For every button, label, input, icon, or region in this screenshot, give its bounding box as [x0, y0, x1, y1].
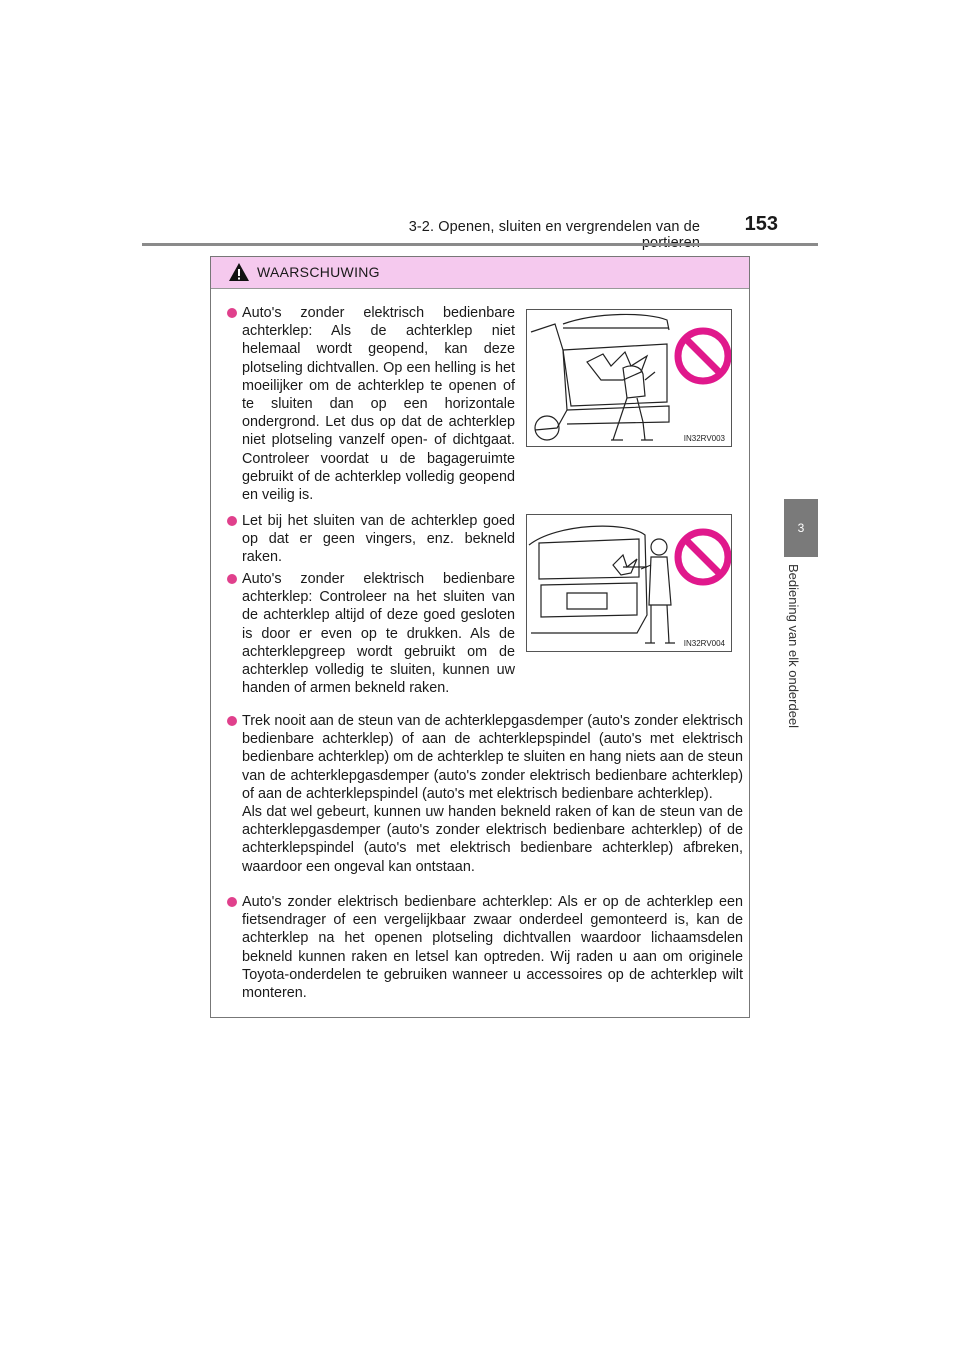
header-divider [142, 243, 818, 246]
warning-item [242, 893, 743, 1002]
warning-item [242, 304, 515, 504]
bullet-icon [227, 897, 237, 907]
warning-item-text: Auto's zonder elektrisch bedienbare achterklep: Als er op de achterklep een fietsendrager of een vergelijkbaar zwaar onderdeel gemonteerd is, kan de achterklep na het openen plotseling dichtvallen waardoor lichaamsdelen bekneld kunnen raken en letsel kan optreden. Wij raden u aan om originele Toyota-onderdelen te gebruiken wanneer u accessoires op de achterklep wilt monteren. [242, 894, 743, 1002]
figure-tailgate-falling [526, 309, 732, 447]
warning-triangle-icon [228, 262, 250, 282]
chapter-tab-label: Bediening van elk onderdeel [786, 564, 801, 729]
warning-title: WAARSCHUWING [257, 264, 380, 280]
warning-item [242, 512, 515, 567]
bullet-icon [227, 516, 237, 526]
prohibition-icon [527, 515, 731, 651]
page-number: 153 [744, 213, 778, 235]
bullet-icon [227, 574, 237, 584]
chapter-tab-number: 3 [797, 521, 805, 535]
warning-item-text: Trek nooit aan de steun van de achterklepgasdemper (auto's zonder elektrisch bedienbare achterklep) of aan de achterklepspindel (auto's met elektrisch bedienbare achterklep) om de achterklep te sluiten en hang niets aan de steun van de achterklepgasdemper (auto's zonder elektrisch bedienbare achterklep) of aan de achterklepspindel (auto's met elektrisch bedienbare achterklep). [242, 713, 743, 802]
warning-item-text: Auto's zonder elektrisch bedienbare achterklep: Controleer na het sluiten van de achterklep altijd of deze goed gesloten is door er even op te drukken. Als de achterklepgreep wordt gebruikt om de achterklep volledig te sluiten, kunnen uw handen of armen bekneld raken. [242, 571, 515, 697]
figure-tailgate-closing [526, 514, 732, 652]
warning-item [242, 712, 743, 876]
chapter-section-title: 3-2. Openen, sluiten en vergrendelen van de [408, 219, 700, 235]
figure-code: IN32RV003 [683, 434, 725, 443]
warning-item [242, 570, 515, 697]
warning-header [211, 257, 749, 289]
warning-item-text-continued: Als dat wel gebeurt, kunnen uw handen bekneld raken of kan de steun van de achterklepgasdemper (auto's zonder elektrisch bedienbare achterklep) of de achterklepspindel (auto's met elektrisch bedienbare achterklep) afbreken, waardoor een ongeval kan ontstaan. [242, 804, 743, 875]
chapter-tab[interactable] [784, 499, 818, 557]
bullet-icon [227, 308, 237, 318]
prohibition-icon [527, 310, 731, 446]
warning-item-text: Auto's zonder elektrisch bedienbare achterklep: Als de achterklep niet helemaal wordt geopend, kan deze plotseling dichtvallen. Op een helling is het moeilijker om de achterklep te openen of te sluiten dan op een horizontale ondergrond. Let dus op dat de achterklep niet plotseling vanzelf open- of dichtgaat. Controleer voordat u de bagageruimte gebruikt of de achterklep volledig geopend en veilig is. [242, 305, 515, 504]
bullet-icon [227, 716, 237, 726]
figure-code: IN32RV004 [683, 639, 725, 648]
warning-item-text: Let bij het sluiten van de achterklep goed op dat er geen vingers, enz. bekneld raken. [242, 513, 515, 566]
